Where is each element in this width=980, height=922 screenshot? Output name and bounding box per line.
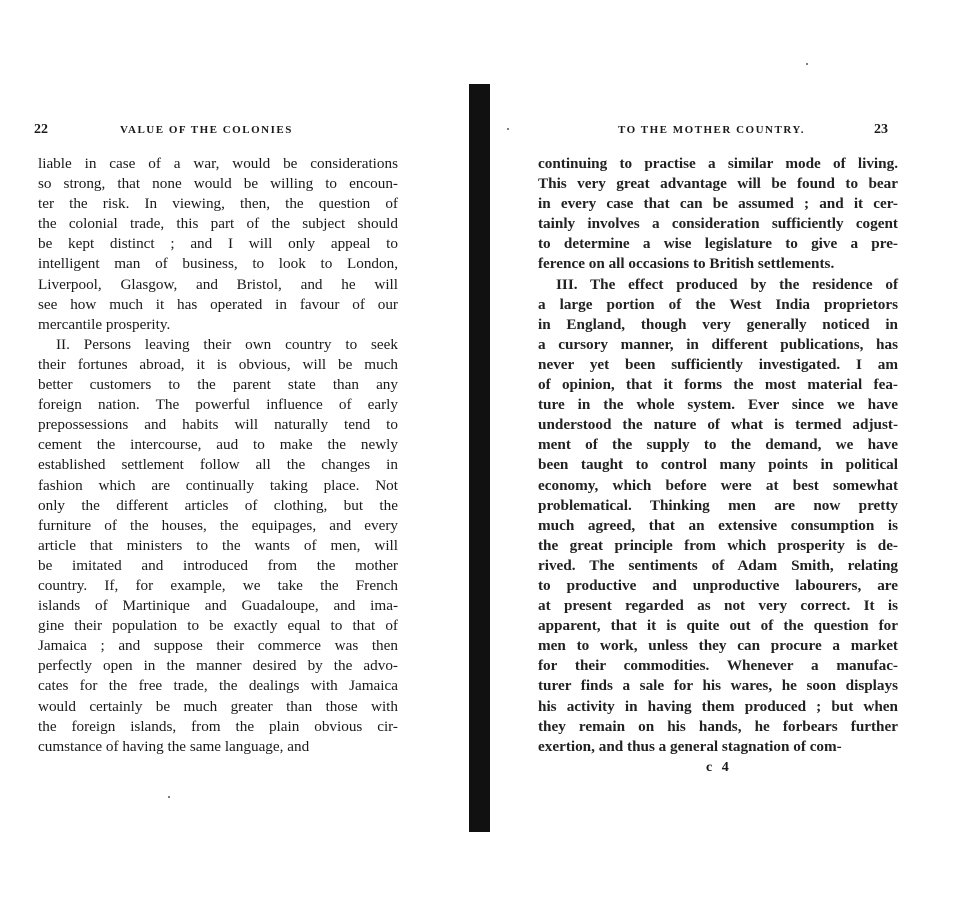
text-line: never yet been sufficiently investigated. I am <box>538 355 898 373</box>
text-line: fashion which are continually taking place. Not <box>38 476 398 494</box>
text-line: much agreed, that an extensive consumption is <box>538 516 898 534</box>
text-line: furniture of the houses, the equipages, and every <box>38 516 398 534</box>
text-line: cates for the free trade, the dealings with Jamaica <box>38 677 398 695</box>
text-line: only the different articles of clothing, but the <box>38 496 398 514</box>
text-line: the colonial trade, this part of the subject should <box>38 215 398 233</box>
text-line: be kept distinct ; and I will only appeal to <box>38 235 398 253</box>
text-line: their fortunes abroad, it is obvious, will be much <box>38 355 398 373</box>
page-number: 22 <box>34 122 48 137</box>
book-gutter <box>469 84 490 832</box>
running-head: TO THE MOTHER COUNTRY. <box>618 124 806 136</box>
text-line: a cursory manner, in different publications, has <box>538 335 898 353</box>
text-line: ment of the supply to the demand, we have <box>538 436 898 454</box>
text-line: intelligent man of business, to look to London, <box>38 255 398 273</box>
text-line: continuing to practise a similar mode of living. <box>538 155 898 172</box>
text-line: for their commodities. Whenever a manufac- <box>538 657 898 675</box>
text-line: ference on all occasions to British settlements. <box>538 255 835 273</box>
text-line: foreign nation. The powerful influence of early <box>38 396 398 414</box>
text-line: cumstance of having the same language, and <box>38 737 310 755</box>
text-line: III. The effect produced by the residence of <box>556 275 898 293</box>
text-line: see how much it has operated in favour of our <box>38 295 398 313</box>
text-line: liable in case of a war, would be considerations <box>38 155 398 172</box>
text-line: his activity in having them produced ; but when <box>538 697 898 715</box>
text-line: prepossessions and habits will naturally tend to <box>38 416 398 434</box>
text-line: they remain on his hands, he forbears further <box>538 717 898 735</box>
text-line: islands of Martinique and Guadaloupe, and ima- <box>38 597 398 615</box>
paper-speck <box>806 63 808 65</box>
text-line: been taught to control many points in political <box>538 456 898 474</box>
text-line: to productive and unproductive labourers, are <box>538 576 898 594</box>
text-line: Liverpool, Glasgow, and Bristol, and he will <box>38 275 398 293</box>
text-line: economy, which before were at best somewhat <box>538 476 898 494</box>
text-line: II. Persons leaving their own country to seek <box>56 335 398 353</box>
text-line: better customers to the parent state than any <box>38 376 398 394</box>
text-line: so strong, that none would be willing to encoun- <box>38 175 398 193</box>
text-line: men to work, unless they can procure a market <box>538 637 898 655</box>
text-line: a large portion of the West India proprietors <box>538 295 898 313</box>
text-line: be imitated and introduced from the mother <box>38 556 398 574</box>
paper-speck <box>168 796 170 798</box>
text-line: the foreign islands, from the plain obvious cir- <box>38 717 398 735</box>
text-line: perfectly open in the manner desired by the advo- <box>38 657 398 675</box>
text-line: cement the intercourse, aud to make the newly <box>38 436 398 454</box>
text-line: at present regarded as not very correct. It is <box>538 597 898 615</box>
text-line: to determine a wise legislature to give a pre- <box>538 235 898 253</box>
text-line: in every case that can be assumed ; and it cer- <box>538 195 898 213</box>
text-line: tainly involves a consideration sufficiently cogent <box>538 215 898 233</box>
text-line: apparent, that it is quite out of the question for <box>538 617 898 635</box>
running-head: VALUE OF THE COLONIES <box>120 124 293 136</box>
text-line: problematical. Thinking men are now pretty <box>538 496 898 514</box>
text-line: established settlement follow all the changes in <box>38 456 398 474</box>
text-line: ter the risk. In viewing, then, the question of <box>38 195 398 213</box>
text-line: gine their population to be exactly equal to that of <box>38 617 398 635</box>
paper-speck <box>507 128 509 130</box>
signature-mark: c 4 <box>706 760 732 775</box>
text-line: understood the nature of what is termed adjust- <box>538 416 898 434</box>
right-page-text <box>538 154 898 757</box>
text-line: in England, though very generally noticed in <box>538 315 898 333</box>
text-line: article that ministers to the wants of men, will <box>38 536 398 554</box>
text-line: exertion, and thus a general stagnation of com- <box>538 737 842 755</box>
text-line: turer finds a sale for his wares, he soon displays <box>538 677 898 695</box>
text-line: rived. The sentiments of Adam Smith, relating <box>538 556 898 574</box>
text-line: the great principle from which prosperity is de- <box>538 536 898 554</box>
text-line: would certainly be much greater than those with <box>38 697 398 715</box>
text-line: mercantile prosperity. <box>38 315 171 333</box>
left-page-text <box>38 154 398 757</box>
text-line: ture in the whole system. Ever since we have <box>538 396 898 414</box>
page-number: 23 <box>874 122 888 137</box>
text-line: country. If, for example, we take the French <box>38 576 398 594</box>
text-line: Jamaica ; and suppose their commerce was then <box>38 637 398 655</box>
text-line: of opinion, that it forms the most material fea- <box>538 376 898 394</box>
text-line: This very great advantage will be found to bear <box>538 175 898 193</box>
